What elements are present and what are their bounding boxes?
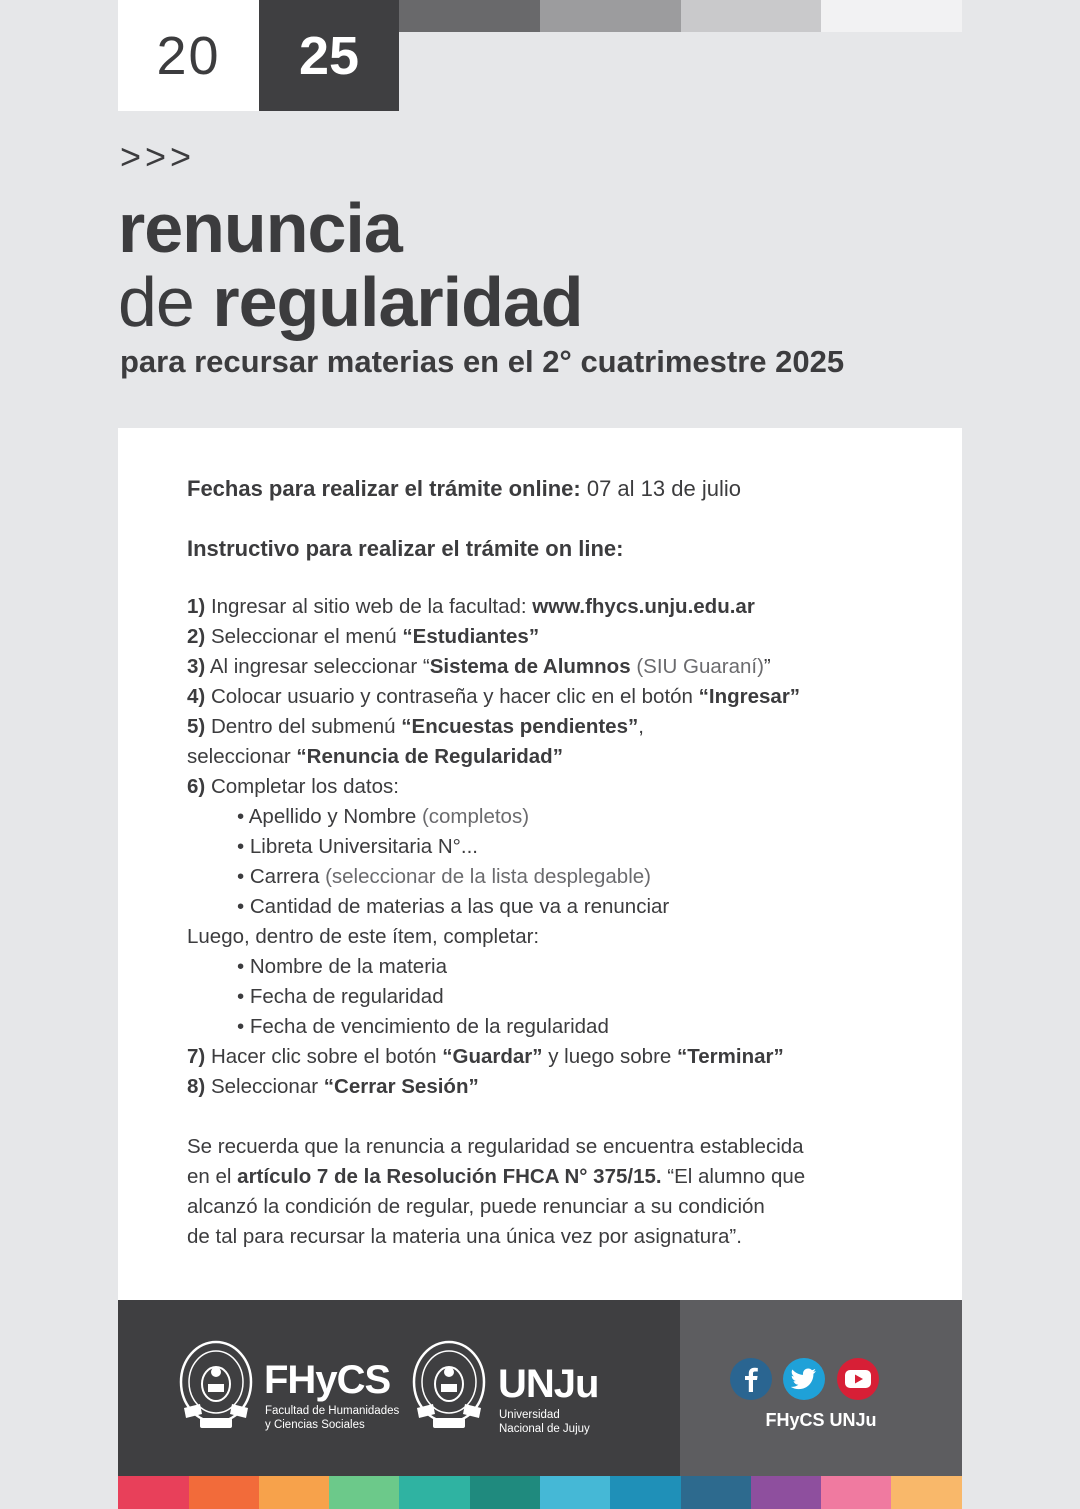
data-item-label: • Libreta Universitaria N°... bbox=[237, 835, 478, 858]
decorative-arrows: >>> bbox=[120, 136, 196, 177]
step-text-end: ” bbox=[763, 655, 771, 678]
youtube-icon[interactable] bbox=[837, 1358, 879, 1400]
step-2 bbox=[187, 622, 927, 652]
step-number: 6) bbox=[187, 775, 206, 798]
step-4 bbox=[187, 682, 927, 712]
fhycs-seal-icon bbox=[178, 1338, 254, 1434]
facebook-icon[interactable] bbox=[730, 1358, 772, 1400]
step-note: (SIU Guaraní) bbox=[636, 655, 764, 678]
color-strip-9 bbox=[681, 1476, 751, 1509]
step-text: Dentro del submenú bbox=[210, 715, 396, 738]
regulation-note bbox=[187, 1132, 927, 1252]
step-text: Colocar usuario y contraseña y hacer clic en el botón bbox=[210, 685, 693, 708]
step-number: 7) bbox=[187, 1045, 206, 1068]
step-text: Ingresar al sitio web de la facultad: bbox=[210, 595, 527, 618]
title-line-2 bbox=[118, 262, 583, 342]
unju-logo-text: UNJu bbox=[498, 1362, 599, 1406]
color-strip-5 bbox=[399, 1476, 470, 1509]
step-punct: , bbox=[638, 715, 644, 738]
step-text: Seleccionar el menú bbox=[210, 625, 397, 648]
color-strip-4 bbox=[329, 1476, 399, 1509]
note-highlight: artículo 7 de la Resolución FHCA N° 375/15. bbox=[237, 1165, 662, 1188]
fhycs-name-line: Facultad de Humanidades bbox=[265, 1405, 400, 1417]
step-highlight: “Encuestas pendientes” bbox=[401, 715, 639, 738]
color-strip-1 bbox=[118, 1476, 189, 1509]
data-item-note: (completos) bbox=[421, 805, 530, 828]
title-line-1: renuncia bbox=[118, 189, 402, 267]
step-number: 4) bbox=[187, 685, 206, 708]
step-3 bbox=[187, 652, 927, 682]
step-5 bbox=[187, 712, 927, 742]
step-7 bbox=[187, 1042, 927, 1072]
footer-logos bbox=[118, 1300, 680, 1476]
step-text: Seleccionar bbox=[210, 1075, 319, 1098]
sub-item: • Nombre de la materia bbox=[237, 955, 447, 978]
step-text: Completar los datos: bbox=[210, 775, 399, 798]
footer-social bbox=[680, 1300, 962, 1476]
unju-seal-icon bbox=[411, 1338, 487, 1434]
subtitle: para recursar materias en el 2° cuatrimestre 2025 bbox=[120, 344, 845, 379]
dates-line bbox=[187, 474, 927, 504]
year-suffix: 25 bbox=[259, 0, 399, 111]
top-bar-1 bbox=[399, 0, 540, 32]
step-number: 5) bbox=[187, 715, 206, 738]
step-number: 1) bbox=[187, 595, 206, 618]
unju-full-name bbox=[499, 1408, 590, 1436]
top-bar-3 bbox=[681, 0, 821, 32]
social-handle: FHyCS UNJu bbox=[765, 1410, 877, 1430]
step-highlight: “Ingresar” bbox=[698, 685, 801, 708]
color-strip-7 bbox=[540, 1476, 610, 1509]
color-strip-11 bbox=[821, 1476, 891, 1509]
twitter-icon[interactable] bbox=[783, 1358, 825, 1400]
title-bold: regularidad bbox=[212, 263, 583, 341]
data-item bbox=[187, 802, 927, 832]
step-highlight: “Guardar” bbox=[442, 1045, 543, 1068]
step-highlight: Sistema de Alumnos bbox=[429, 655, 631, 678]
step-highlight: “Estudiantes” bbox=[402, 625, 540, 648]
color-strip-6 bbox=[470, 1476, 540, 1509]
dates-value: 07 al 13 de julio bbox=[586, 476, 741, 501]
color-strip-8 bbox=[610, 1476, 681, 1509]
dates-label: Fechas para realizar el trámite online: bbox=[187, 476, 581, 501]
note-line: alcanzó la condición de regular, puede renunciar a su condición bbox=[187, 1195, 765, 1218]
note-line bbox=[187, 1162, 927, 1192]
step-5-continued bbox=[187, 742, 927, 772]
step-highlight: “Terminar” bbox=[677, 1045, 784, 1068]
note-text: “El alumno que bbox=[667, 1165, 806, 1188]
color-strip-12 bbox=[891, 1476, 962, 1509]
instructions-heading: Instructivo para realizar el trámite on line: bbox=[187, 536, 624, 561]
fhycs-name-line: y Ciencias Sociales bbox=[265, 1419, 365, 1431]
website-link[interactable]: www.fhycs.unju.edu.ar bbox=[532, 595, 755, 618]
data-item-label: • Apellido y Nombre bbox=[237, 805, 417, 828]
year-prefix: 20 bbox=[118, 0, 259, 111]
step-text: seleccionar bbox=[187, 745, 291, 768]
data-item-label: • Carrera bbox=[237, 865, 320, 888]
sub-item: • Fecha de vencimiento de la regularidad bbox=[237, 1015, 609, 1038]
sub-item: • Fecha de regularidad bbox=[237, 985, 444, 1008]
note-line: de tal para recursar la materia una única vez por asignatura”. bbox=[187, 1225, 742, 1248]
data-item bbox=[187, 862, 927, 892]
data-item bbox=[187, 892, 927, 922]
step-number: 2) bbox=[187, 625, 206, 648]
then-text: Luego, dentro de este ítem, completar: bbox=[187, 925, 540, 948]
data-item bbox=[187, 832, 927, 862]
step-number: 3) bbox=[187, 655, 206, 678]
steps-list bbox=[187, 592, 927, 1102]
step-text: Hacer clic sobre el botón bbox=[210, 1045, 437, 1068]
content-body bbox=[187, 474, 927, 1252]
fhycs-logo-text: FHyCS bbox=[264, 1358, 391, 1402]
step-text: y luego sobre bbox=[548, 1045, 672, 1068]
step-highlight: “Cerrar Sesión” bbox=[323, 1075, 479, 1098]
color-strip-10 bbox=[751, 1476, 821, 1509]
title-light: de bbox=[118, 263, 194, 341]
unju-name-line: Universidad bbox=[499, 1409, 560, 1421]
data-item-label: • Cantidad de materias a las que va a renunciar bbox=[237, 895, 670, 918]
note-line: Se recuerda que la renuncia a regularidad se encuentra establecida bbox=[187, 1135, 804, 1158]
note-text: en el bbox=[187, 1165, 232, 1188]
step-6 bbox=[187, 772, 927, 802]
top-bar-2 bbox=[540, 0, 681, 32]
content-panel bbox=[118, 428, 962, 1300]
step-number: 8) bbox=[187, 1075, 206, 1098]
data-item-note: (seleccionar de la lista desplegable) bbox=[325, 865, 651, 888]
color-strip-3 bbox=[259, 1476, 329, 1509]
color-strip-2 bbox=[189, 1476, 259, 1509]
step-highlight: “Renuncia de Regularidad” bbox=[296, 745, 563, 768]
fhycs-full-name bbox=[265, 1404, 399, 1432]
step-8 bbox=[187, 1072, 927, 1102]
top-bar-4 bbox=[821, 0, 962, 32]
step-1 bbox=[187, 592, 927, 622]
step-text: Al ingresar seleccionar “ bbox=[209, 655, 430, 678]
unju-name-line: Nacional de Jujuy bbox=[499, 1423, 590, 1435]
